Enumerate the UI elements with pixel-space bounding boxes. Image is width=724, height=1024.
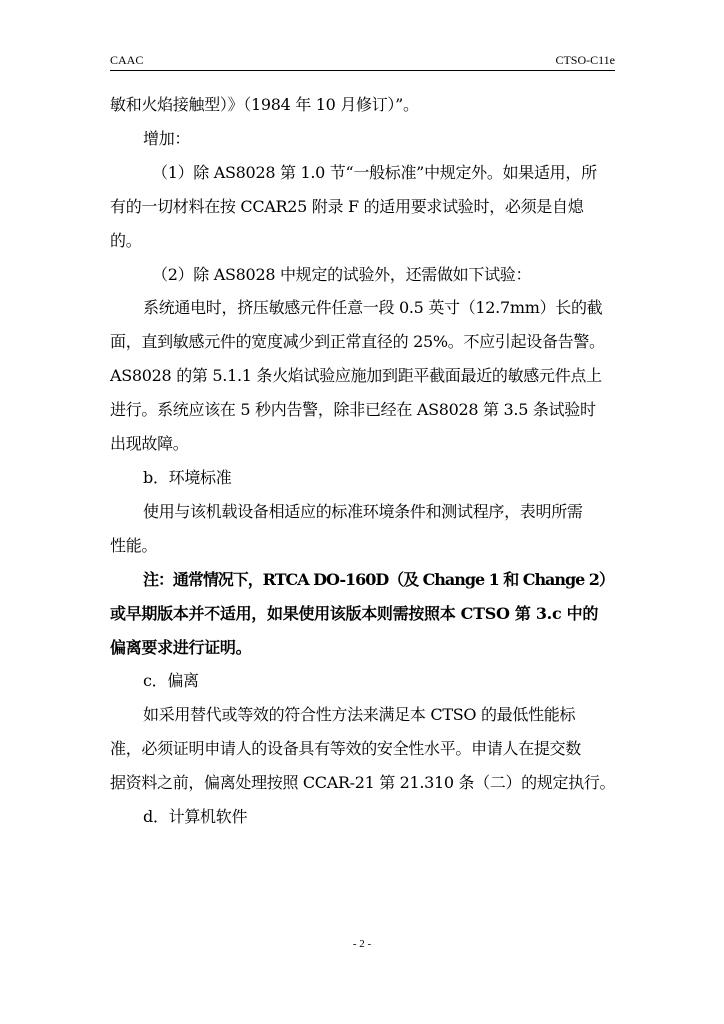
page-number: - 2 - — [352, 938, 372, 950]
page-header — [110, 52, 615, 71]
body-line: 的。 — [110, 230, 142, 250]
body-line: 敏和火焰接触型）》（1984 年 10 月修订）”。 — [110, 95, 419, 114]
note-line: 注：通常情况下，RTCA DO-160D（及 Change 1 和 Change 2） — [143, 569, 614, 589]
body-line: 性能。 — [110, 535, 158, 555]
section-heading-c: c．偏离 — [143, 671, 199, 691]
body-line: 系统通电时，挤压敏感元件任意一段 0.5 英寸（12.7mm）长的截 — [143, 298, 603, 318]
section-heading-b: b．环境标准 — [143, 467, 232, 487]
body-line: 出现故障。 — [110, 434, 189, 454]
header-left-label: CAAC — [110, 53, 144, 67]
note-line: 偏离要求进行证明。 — [110, 637, 252, 657]
body-line: 准，必须证明申请人的设备具有等效的安全性水平。申请人在提交数 — [110, 739, 582, 759]
note-line: 或早期版本并不适用，如果使用该版本则需按照本 CTSO 第 3.c 中的 — [110, 603, 599, 623]
body-line: AS8028 的第 5.1.1 条火焰试验应施加到距平截面最近的敏感元件点上 — [110, 366, 602, 386]
body-line: 进行。系统应该在 5 秒内告警，除非已经在 AS8028 第 3.5 条试验时 — [110, 400, 596, 420]
body-line: 据资料之前，偏离处理按照 CCAR-21 第 21.310 条（二）的规定执行。 — [110, 773, 616, 793]
body-line: 有的一切材料在按 CCAR25 附录 F 的适用要求试验时，必须是自熄 — [110, 196, 584, 216]
header-right-label: CTSO-C11e — [555, 53, 615, 67]
body-line: 面，直到敏感元件的宽度减少到正常直径的 25%。不应引起设备告警。 — [110, 332, 605, 352]
body-line: （1）除 AS8028 第 1.0 节“一般标准”中规定外。如果适用，所 — [152, 162, 597, 182]
body-line: 如采用替代或等效的符合性方法来满足本 CTSO 的最低性能标 — [143, 705, 576, 725]
body-line: 增加： — [143, 128, 191, 148]
body-line: 使用与该机载设备相适应的标准环境条件和测试程序，表明所需 — [143, 501, 583, 521]
body-line: （2）除 AS8028 中规定的试验外，还需做如下试验： — [152, 264, 532, 284]
document-body — [110, 88, 615, 834]
section-heading-d: d．计算机软件 — [143, 807, 248, 827]
